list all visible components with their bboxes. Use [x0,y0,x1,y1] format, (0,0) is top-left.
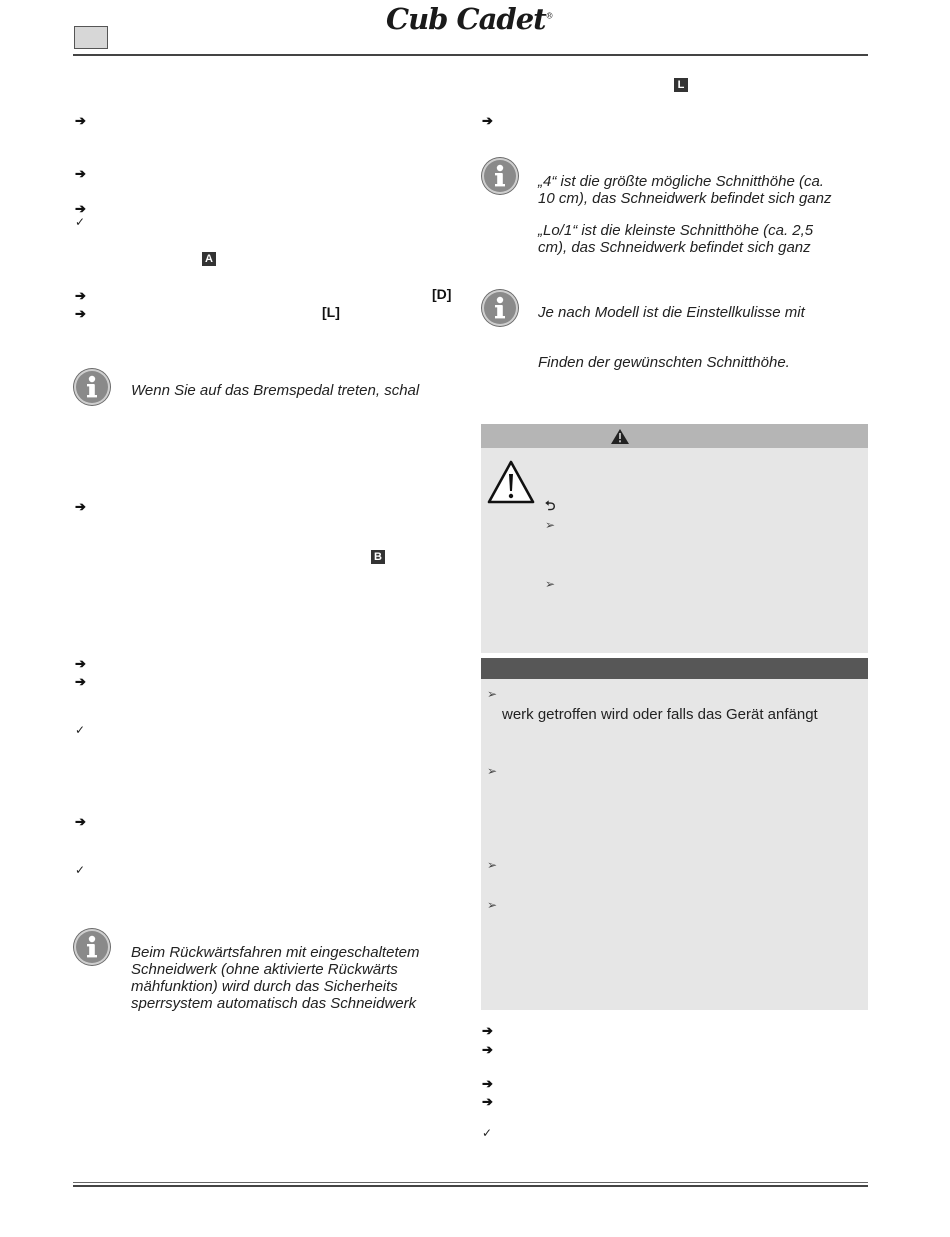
check-icon: ✓ [75,215,86,229]
arrow-icon: ➔ [482,1042,493,1057]
page-number-box [74,26,108,49]
reference-box-l: L [674,78,688,92]
info-note-line: sperrsystem automatisch das Schneidwerk [131,995,417,1012]
info-note-line: 10 cm), das Schneidwerk befindet sich ganz [538,190,832,207]
reference-d: [D] [432,286,452,302]
check-icon: ✓ [75,723,86,737]
footer-rule [73,1182,868,1183]
warning-triangle-icon [486,459,536,505]
arrow-icon: ➔ [482,1094,493,1109]
info-note-line: Beim Rückwärtsfahren mit eingeschaltetem [131,944,420,961]
arrow-icon: ➔ [75,166,86,181]
info-note-max-height [538,173,868,207]
info-icon [74,929,110,965]
info-note-line: Schneidwerk (ohne aktivierte Rückwärts [131,961,398,978]
arrow-icon: ➔ [75,113,86,128]
brand-logo: Cub Cadet® [386,2,553,36]
info-note-line: mähfunktion) wird durch das Sicherheits [131,978,398,995]
info-note-reverse [131,944,461,1012]
check-icon: ✓ [75,863,86,877]
note-text: werk getroffen wird oder falls das Gerät anfängt [502,706,818,723]
reference-box-b: B [371,550,385,564]
pointer-icon: ➢ [487,898,498,912]
info-note-line: „4“ ist die größte mögliche Schnitthöhe (ca. [538,173,824,190]
pointer-icon: ➢ [545,577,556,591]
pointer-icon: ➢ [487,858,498,872]
info-icon [482,158,518,194]
pointer-icon: ➢ [545,518,556,532]
reference-l: [L] [322,304,340,320]
info-note-brake: Wenn Sie auf das Bremspedal treten, schal [131,382,420,399]
warning-panel [481,424,868,653]
warning-triangle-icon [610,428,630,445]
note-panel [481,679,868,1010]
arrow-icon: ➔ [75,499,86,514]
reference-box-a: A [202,252,216,266]
check-icon: ✓ [482,1126,493,1140]
pointer-icon: ➢ [487,687,498,701]
info-note-setting-gate: Je nach Modell ist die Einstellkulisse mit [538,304,805,321]
arrow-icon: ➔ [482,1076,493,1091]
arrow-icon: ➔ [482,1023,493,1038]
arrow-icon: ➔ [75,656,86,671]
arrow-icon: ➔ [482,113,493,128]
info-icon [482,290,518,326]
arrow-icon: ➔ [75,814,86,829]
pointer-icon: ➢ [487,764,498,778]
arrow-icon: ➔ [75,201,86,216]
info-note-find-height: Finden der gewünschten Schnitthöhe. [538,354,790,371]
info-icon [74,369,110,405]
info-note-line: „Lo/1“ ist die kleinste Schnitthöhe (ca. 2,5 [538,222,814,239]
info-note-line: cm), das Schneidwerk befindet sich ganz [538,239,811,256]
circle-arrow-icon: ⮌ [545,498,556,513]
arrow-icon: ➔ [75,288,86,303]
note-header [481,658,868,679]
warning-header [481,424,868,448]
info-note-min-height [538,222,868,256]
arrow-icon: ➔ [75,306,86,321]
header-rule [73,54,868,56]
footer-rule [73,1185,868,1187]
arrow-icon: ➔ [75,674,86,689]
